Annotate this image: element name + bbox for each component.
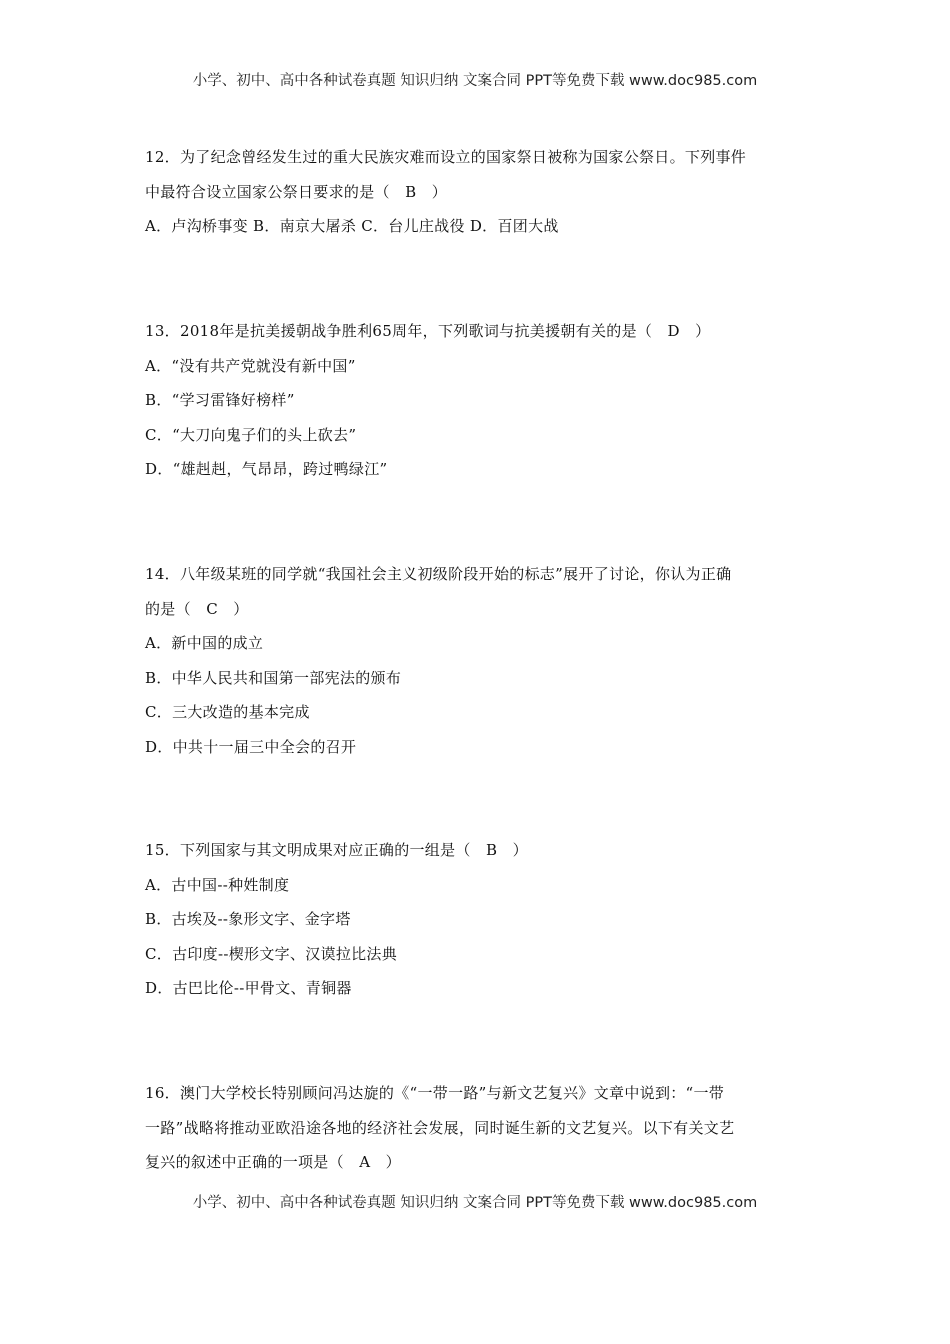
option-c: C．三大改造的基本完成 (145, 703, 310, 721)
page-header: 小学、初中、高中各种试卷真题 知识归纳 文案合同 PPT等免费下载 www.doc985.com (192, 73, 758, 89)
option-b: B．中华人民共和国第一部宪法的颁布 (145, 668, 402, 687)
question-number: 12． (145, 148, 180, 166)
question-stem: 下列国家与其文明成果对应正确的一组是（ B ） (180, 841, 528, 859)
question-stem-line: 的是（ C ） (145, 599, 249, 618)
question-stem-line (145, 140, 810, 175)
question-stem: 2018年是抗美援朝战争胜利65周年，下列歌词与抗美援朝有关的是（ D ） (180, 322, 711, 340)
question-stem-line (145, 314, 810, 349)
question-stem-line: 中最符合设立国家公祭日要求的是（ B ） (145, 182, 448, 201)
option-a: A．古中国--种姓制度 (145, 875, 290, 894)
question-stem-line (145, 1076, 810, 1111)
question-stem: 澳门大学校长特别顾问冯达旋的《“一带一路”与新文艺复兴》文章中说到：“一带 (180, 1084, 725, 1102)
question-number: 15． (145, 841, 180, 859)
options-inline: A．卢沟桥事变 B．南京大屠杀 C．台儿庄战役 D．百团大战 (145, 217, 559, 235)
option-d: D．“雄赳赳，气昂昂，跨过鸭绿江” (145, 460, 388, 478)
question-stem: 八年级某班的同学就“我国社会主义初级阶段开始的标志”展开了讨论，你认为正确 (180, 565, 732, 583)
question-14 (145, 557, 810, 764)
question-stem-line: 一路”战略将推动亚欧沿途各地的经济社会发展，同时诞生新的文艺复兴。以下有关文艺 (145, 1118, 735, 1137)
question-stem: 为了纪念曾经发生过的重大民族灾难而设立的国家祭日被称为国家公祭日。下列事件 (180, 148, 747, 166)
option-a: A．“没有共产党就没有新中国” (145, 356, 356, 375)
question-number: 14． (145, 565, 180, 583)
option-c: C．古印度--楔形文字、汉谟拉比法典 (145, 944, 398, 963)
question-15 (145, 833, 810, 1006)
question-stem-line (145, 833, 810, 868)
option-a: A．新中国的成立 (145, 634, 264, 652)
question-16 (145, 1076, 810, 1180)
option-b: B．古埃及--象形文字、金字塔 (145, 910, 351, 928)
question-12 (145, 140, 810, 244)
question-number: 13． (145, 322, 180, 340)
option-c: C．“大刀向鬼子们的头上砍去” (145, 425, 357, 444)
question-stem-line (145, 557, 810, 592)
option-d: D．古巴比伦--甲骨文、青铜器 (145, 979, 352, 997)
option-d: D．中共十一届三中全会的召开 (145, 737, 357, 756)
option-b: B．“学习雷锋好榜样” (145, 391, 295, 409)
question-number: 16． (145, 1084, 180, 1102)
question-stem-line: 复兴的叙述中正确的一项是（ A ） (145, 1153, 401, 1171)
question-13 (145, 314, 810, 487)
page-footer: 小学、初中、高中各种试卷真题 知识归纳 文案合同 PPT等免费下载 www.doc985.com (192, 1195, 758, 1211)
